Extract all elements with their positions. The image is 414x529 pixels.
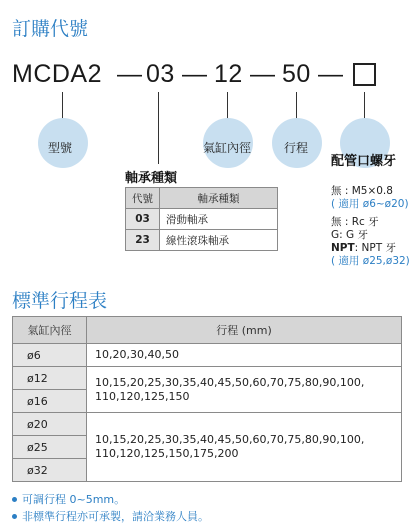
label-stroke: 行程 <box>284 141 309 155</box>
stroke-values: 10,20,30,40,50 <box>87 344 402 367</box>
model-code <box>12 60 102 89</box>
table-row <box>13 344 402 367</box>
connector-bearing <box>158 92 159 164</box>
stroke-values: 10,15,20,25,30,35,40,45,50,60,70,75,80,90,100, 110,120,125,150 <box>87 367 402 413</box>
model-prefix: MCDA2 <box>12 60 103 88</box>
port-option-label: 無 : M5×0.8 <box>331 185 393 197</box>
table-row <box>13 413 402 436</box>
port-option-note: ( 適用 ø25,ø32) <box>331 255 410 267</box>
table-row <box>126 230 278 251</box>
bullet-icon <box>12 514 17 519</box>
model-seg-stroke: 50 <box>282 60 311 88</box>
bearing-header-type: 軸承種類 <box>160 188 278 209</box>
ordering-title: 訂購代號 <box>12 18 89 40</box>
bearing-desc: 線性滾珠軸承 <box>160 230 278 251</box>
bore-cell: ø6 <box>13 344 87 367</box>
bearing-header-code: 代號 <box>126 188 160 209</box>
dash-3: — <box>250 60 276 88</box>
port-options <box>331 185 410 268</box>
bore-cell: ø12 <box>13 367 87 390</box>
bore-cell: ø16 <box>13 390 87 413</box>
bullet-icon <box>12 497 17 502</box>
bearing-table <box>125 187 278 251</box>
stroke-table <box>12 316 402 482</box>
port-option-label: : NPT 牙 <box>354 242 396 254</box>
port-option-label: G: G 牙 <box>331 229 368 241</box>
stroke-section-title: 標準行程表 <box>12 290 108 312</box>
bore-cell: ø20 <box>13 413 87 436</box>
note-text: 非標準行程亦可承製，請洽業務人員。 <box>22 510 209 523</box>
port-option-note: ( 適用 ø6~ø20) <box>331 198 409 210</box>
connector-bore <box>227 92 228 119</box>
bore-cell: ø32 <box>13 459 87 482</box>
bearing-code: 23 <box>126 230 160 251</box>
model-seg-bore: 12 <box>214 60 243 88</box>
dash-2: — <box>182 60 208 88</box>
label-bore: 氣缸內徑 <box>203 141 252 155</box>
note-text: 可調行程 0~5mm。 <box>22 493 126 506</box>
table-row <box>126 209 278 230</box>
port-option-label: 無 : Rc 牙 <box>331 216 379 228</box>
note-item <box>12 508 209 524</box>
port-option-npt <box>331 242 410 255</box>
connector-model <box>62 92 63 119</box>
stroke-header-bore: 氣缸內徑 <box>13 317 87 344</box>
table-row <box>13 367 402 390</box>
stroke-header-stroke: 行程 (mm) <box>87 317 402 344</box>
port-code-box <box>353 63 376 86</box>
connector-port <box>364 92 365 119</box>
port-title: 配管口螺牙 <box>331 154 397 169</box>
label-model: 型號 <box>48 141 73 155</box>
dash-4: — <box>318 60 344 88</box>
connector-stroke <box>296 92 297 119</box>
bore-cell: ø25 <box>13 436 87 459</box>
model-seg-bearing: 03 <box>146 60 175 88</box>
bearing-desc: 滑動軸承 <box>160 209 278 230</box>
bearing-code: 03 <box>126 209 160 230</box>
note-item <box>12 491 125 507</box>
stroke-values: 10,15,20,25,30,35,40,45,50,60,70,75,80,90,100, 110,120,125,150,175,200 <box>87 413 402 482</box>
port-option-bold: NPT <box>331 242 355 254</box>
bearing-title: 軸承種類 <box>125 171 178 186</box>
dash-1: — <box>117 60 143 88</box>
